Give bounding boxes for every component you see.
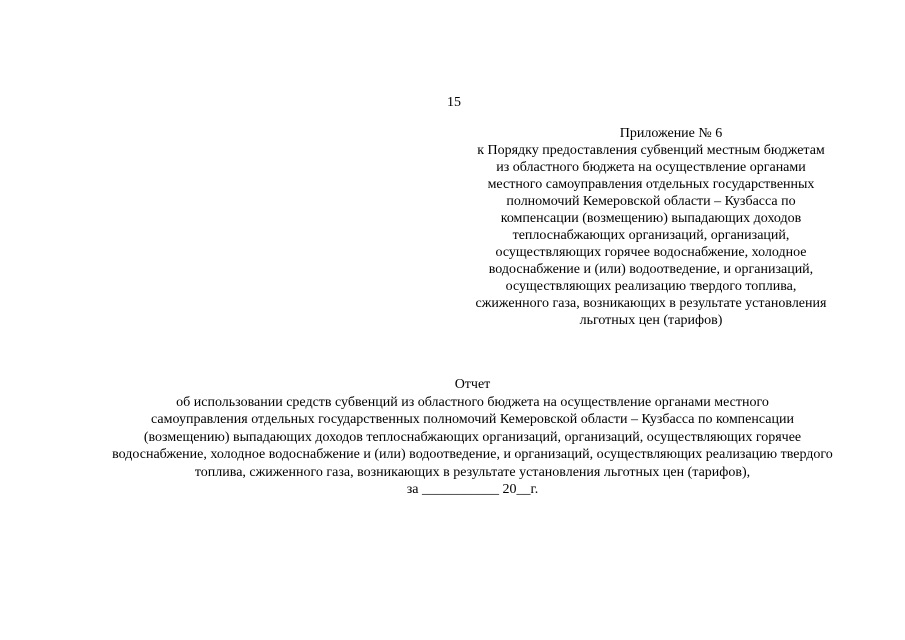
report-line: об использовании средств субвенций из областного бюджета на осуществление органами местного <box>176 394 769 410</box>
appendix-line: сжиженного газа, возникающих в результате установления <box>475 296 827 311</box>
report-period-line: за ___________ 20__г. <box>406 482 539 497</box>
appendix-title: Приложение № 6 <box>619 126 723 141</box>
appendix-line: теплоснабжающих организаций, организаций, <box>512 228 790 243</box>
report-title: Отчет <box>454 377 491 392</box>
appendix-line: полномочий Кемеровской области – Кузбасса по <box>506 194 796 209</box>
appendix-line: к Порядку предоставления субвенций местным бюджетам <box>477 143 825 158</box>
report-heading <box>60 376 885 499</box>
appendix-line: осуществляющих реализацию твердого топлива, <box>505 279 797 294</box>
report-line: водоснабжение, холодное водоснабжение и (или) водоотведение, и организаций, осуществляющих реализацию твердого <box>112 447 833 462</box>
report-line: топлива, сжиженного газа, возникающих в результате установления льготных цен (тарифов), <box>194 464 751 480</box>
report-line: самоуправления отдельных государственных полномочий Кемеровской области – Кузбасса по компенсации <box>151 412 794 427</box>
page-number: 15 <box>447 95 461 110</box>
appendix-line: льготных цен (тарифов) <box>579 313 723 328</box>
appendix-header <box>446 125 856 329</box>
appendix-line: компенсации (возмещению) выпадающих доходов <box>500 211 802 226</box>
appendix-line: водоснабжение и (или) водоотведение, и организаций, <box>488 262 814 277</box>
report-line: (возмещению) выпадающих доходов теплоснабжающих организаций, организаций, осуществляющих горячее <box>143 429 802 445</box>
appendix-line: местного самоуправления отдельных государственных <box>487 177 815 192</box>
appendix-line: осуществляющих горячее водоснабжение, холодное <box>495 245 807 260</box>
appendix-line: из областного бюджета на осуществление органами <box>496 160 806 175</box>
